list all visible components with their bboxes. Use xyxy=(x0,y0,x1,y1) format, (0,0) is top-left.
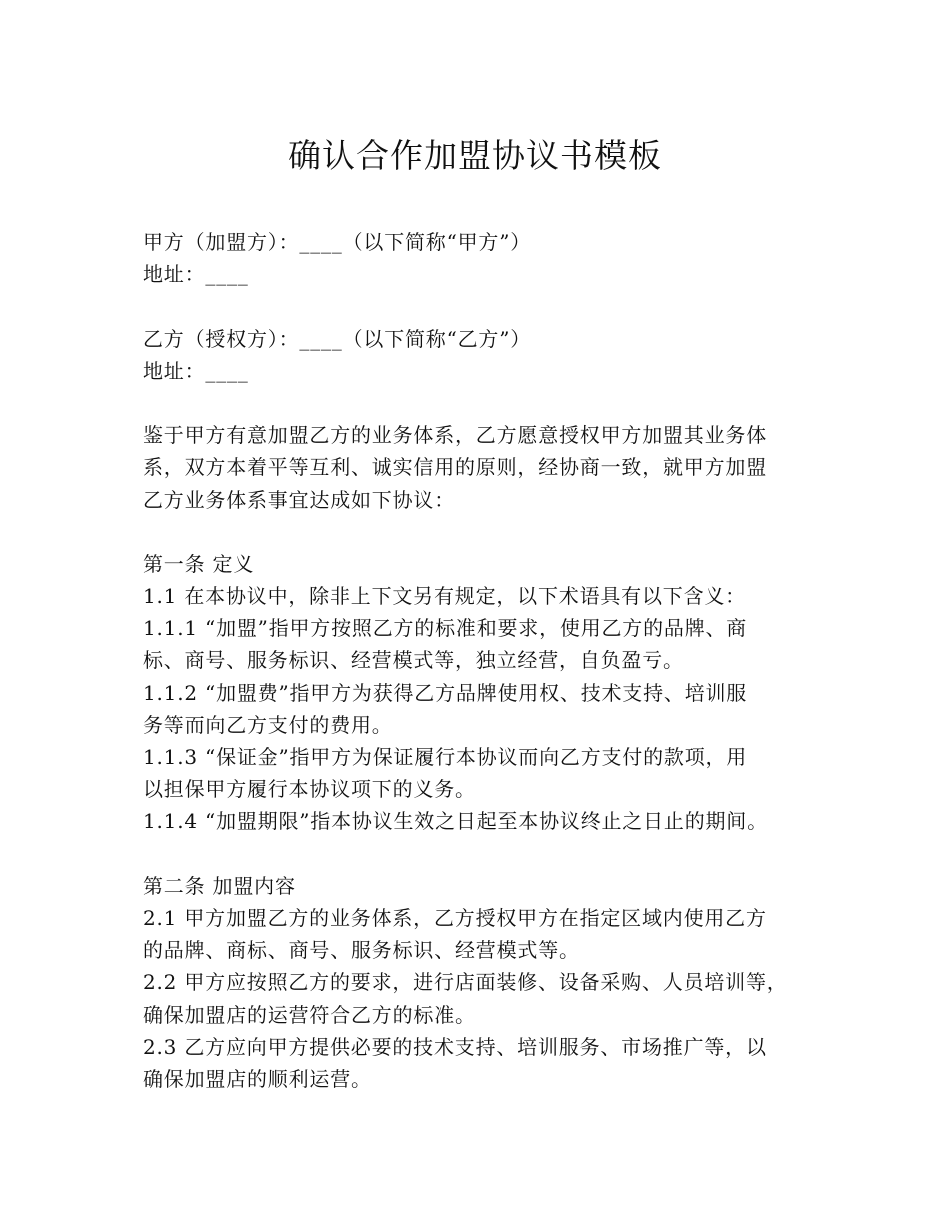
paragraph-line: 乙方业务体系事宜达成如下协议： xyxy=(143,487,455,512)
party-b-block xyxy=(143,323,843,387)
clause-line: 1.1 在本协议中，除非上下文另有规定，以下术语具有以下含义： xyxy=(143,584,746,609)
spacer xyxy=(143,387,843,419)
document-body xyxy=(143,226,843,1095)
document-title: 确认合作加盟协议书模板 xyxy=(288,136,662,175)
clause-line: 1.1.4 “加盟期限”指本协议生效之日起至本协议终止之日止的期间。 xyxy=(143,809,768,834)
clause-line: 2.2 甲方应按照乙方的要求，进行店面装修、设备采购、人员培训等， xyxy=(143,970,788,995)
clause-line: 2.3 乙方应向甲方提供必要的技术支持、培训服务、市场推广等，以 xyxy=(143,1034,767,1059)
clause-line: 2.1 甲方加盟乙方的业务体系，乙方授权甲方在指定区域内使用乙方 xyxy=(143,905,767,930)
party-b-line: 乙方（授权方）：____（以下简称“乙方”） xyxy=(143,326,532,351)
party-b-address: 地址：____ xyxy=(143,358,249,383)
article-2-section xyxy=(143,870,843,1095)
clause-line: 1.1.2 “加盟费”指甲方为获得乙方品牌使用权、技术支持、培训服 xyxy=(143,680,748,705)
paragraph-line: 系，双方本着平等互利、诚实信用的原则，经协商一致，就甲方加盟 xyxy=(143,455,767,480)
clause-line: 标、商号、服务标识、经营模式等，独立经营，自负盈亏。 xyxy=(143,648,684,673)
clause-line: 1.1.3 “保证金”指甲方为保证履行本协议而向乙方支付的款项，用 xyxy=(143,745,748,769)
spacer xyxy=(143,290,843,322)
article-2-heading: 第二条 加盟内容 xyxy=(143,873,296,898)
clause-line: 的品牌、商标、商号、服务标识、经营模式等。 xyxy=(143,938,580,963)
clause-line: 确保加盟店的运营符合乙方的标准。 xyxy=(143,1002,476,1027)
party-a-block xyxy=(143,226,843,290)
clause-line: 务等而向乙方支付的费用。 xyxy=(143,712,393,737)
clause-line: 以担保甲方履行本协议项下的义务。 xyxy=(143,777,476,802)
clause-line: 确保加盟店的顺利运营。 xyxy=(143,1066,372,1091)
party-a-line: 甲方（加盟方）：____（以下简称“甲方”） xyxy=(143,230,532,254)
article-1-heading: 第一条 定义 xyxy=(143,551,255,576)
clause-line: 1.1.1 “加盟”指甲方按照乙方的标准和要求，使用乙方的品牌、商 xyxy=(143,616,748,641)
spacer xyxy=(143,516,843,548)
paragraph-line: 鉴于甲方有意加盟乙方的业务体系，乙方愿意授权甲方加盟其业务体 xyxy=(143,423,767,448)
party-a-address: 地址：____ xyxy=(143,262,249,287)
article-1-section xyxy=(143,548,843,838)
preamble-paragraph xyxy=(143,419,843,516)
spacer xyxy=(143,838,843,870)
